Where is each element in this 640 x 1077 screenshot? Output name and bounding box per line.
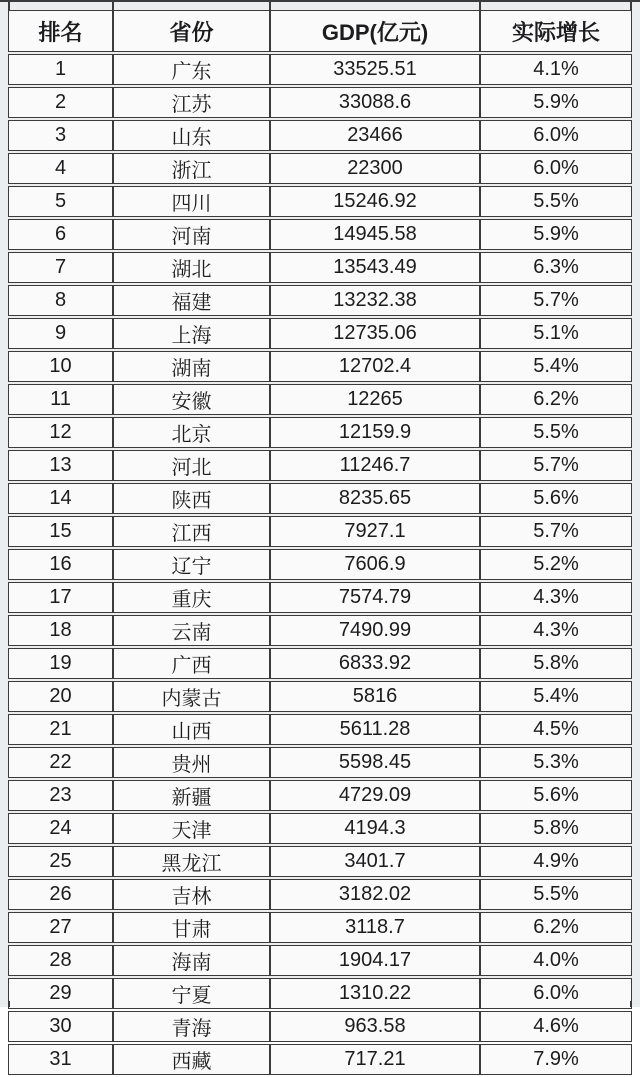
cell-province: 广东 xyxy=(113,54,270,85)
cell-province: 西藏 xyxy=(113,1044,270,1075)
header-rank: 排名 xyxy=(8,10,113,52)
table-row xyxy=(8,285,632,316)
cell-rank: 6 xyxy=(8,219,113,250)
cell-gdp: 4194.3 xyxy=(270,813,480,844)
cell-rank: 25 xyxy=(8,846,113,877)
cell-gdp: 4729.09 xyxy=(270,780,480,811)
cell-growth: 4.0% xyxy=(480,945,632,976)
cell-province: 青海 xyxy=(113,1011,270,1042)
cell-province: 辽宁 xyxy=(113,549,270,580)
table-row xyxy=(8,747,632,778)
cell-rank: 14 xyxy=(8,483,113,514)
cell-province: 河南 xyxy=(113,219,270,250)
cell-province: 四川 xyxy=(113,186,270,217)
cell-province: 江西 xyxy=(113,516,270,547)
cell-gdp: 3182.02 xyxy=(270,879,480,910)
cell-rank: 19 xyxy=(8,648,113,679)
cell-rank: 2 xyxy=(8,87,113,118)
cell-province: 上海 xyxy=(113,318,270,349)
table-row xyxy=(8,549,632,580)
gdp-table-wrap xyxy=(8,8,632,1077)
table-row xyxy=(8,450,632,481)
table-row xyxy=(8,54,632,85)
cell-rank: 17 xyxy=(8,582,113,613)
cell-province: 江苏 xyxy=(113,87,270,118)
table-row xyxy=(8,87,632,118)
cell-rank: 7 xyxy=(8,252,113,283)
cell-province: 浙江 xyxy=(113,153,270,184)
cell-growth: 4.3% xyxy=(480,615,632,646)
cell-gdp: 12735.06 xyxy=(270,318,480,349)
table-row xyxy=(8,318,632,349)
cell-province: 北京 xyxy=(113,417,270,448)
gdp-ranking-table xyxy=(8,8,632,1077)
cell-gdp: 12702.4 xyxy=(270,351,480,382)
table-row xyxy=(8,879,632,910)
cell-rank: 11 xyxy=(8,384,113,415)
header-gdp: GDP(亿元) xyxy=(270,10,480,52)
cell-gdp: 23466 xyxy=(270,120,480,151)
table-row xyxy=(8,846,632,877)
cell-gdp: 22300 xyxy=(270,153,480,184)
table-row xyxy=(8,153,632,184)
cell-rank: 10 xyxy=(8,351,113,382)
cell-gdp: 33088.6 xyxy=(270,87,480,118)
table-row xyxy=(8,417,632,448)
cell-province: 黑龙江 xyxy=(113,846,270,877)
table-row xyxy=(8,483,632,514)
cell-gdp: 15246.92 xyxy=(270,186,480,217)
cell-gdp: 6833.92 xyxy=(270,648,480,679)
cell-rank: 29 xyxy=(8,978,113,1009)
cell-growth: 6.0% xyxy=(480,978,632,1009)
cell-growth: 5.7% xyxy=(480,450,632,481)
table-row xyxy=(8,384,632,415)
cell-province: 山西 xyxy=(113,714,270,745)
cell-rank: 8 xyxy=(8,285,113,316)
table-row xyxy=(8,648,632,679)
table-row xyxy=(8,714,632,745)
header-province: 省份 xyxy=(113,10,270,52)
cell-rank: 9 xyxy=(8,318,113,349)
table-row xyxy=(8,186,632,217)
cell-gdp: 963.58 xyxy=(270,1011,480,1042)
column-line-stub xyxy=(630,1001,632,1007)
cell-gdp: 7490.99 xyxy=(270,615,480,646)
cell-rank: 12 xyxy=(8,417,113,448)
cell-growth: 5.4% xyxy=(480,351,632,382)
cell-province: 广西 xyxy=(113,648,270,679)
table-row xyxy=(8,219,632,250)
table-row xyxy=(8,516,632,547)
cell-rank: 30 xyxy=(8,1011,113,1042)
cell-growth: 5.2% xyxy=(480,549,632,580)
cell-province: 福建 xyxy=(113,285,270,316)
cell-rank: 23 xyxy=(8,780,113,811)
cell-growth: 5.6% xyxy=(480,780,632,811)
cell-rank: 18 xyxy=(8,615,113,646)
cell-growth: 6.3% xyxy=(480,252,632,283)
cell-gdp: 13543.49 xyxy=(270,252,480,283)
cell-gdp: 14945.58 xyxy=(270,219,480,250)
cell-gdp: 8235.65 xyxy=(270,483,480,514)
table-row xyxy=(8,681,632,712)
cell-growth: 5.8% xyxy=(480,648,632,679)
table-row xyxy=(8,945,632,976)
cell-gdp: 7927.1 xyxy=(270,516,480,547)
cell-rank: 28 xyxy=(8,945,113,976)
cell-growth: 4.9% xyxy=(480,846,632,877)
cell-growth: 4.1% xyxy=(480,54,632,85)
cell-growth: 5.8% xyxy=(480,813,632,844)
table-row xyxy=(8,912,632,943)
cell-gdp: 5598.45 xyxy=(270,747,480,778)
cell-province: 湖南 xyxy=(113,351,270,382)
cell-rank: 15 xyxy=(8,516,113,547)
cell-growth: 5.7% xyxy=(480,285,632,316)
cell-province: 重庆 xyxy=(113,582,270,613)
cell-rank: 13 xyxy=(8,450,113,481)
cell-province: 内蒙古 xyxy=(113,681,270,712)
table-row xyxy=(8,1044,632,1075)
table-row xyxy=(8,615,632,646)
cell-gdp: 1904.17 xyxy=(270,945,480,976)
cell-gdp: 1310.22 xyxy=(270,978,480,1009)
cell-gdp: 13232.38 xyxy=(270,285,480,316)
cell-rank: 5 xyxy=(8,186,113,217)
column-line-stub xyxy=(112,1001,114,1007)
cell-gdp: 33525.51 xyxy=(270,54,480,85)
cell-rank: 20 xyxy=(8,681,113,712)
cell-province: 云南 xyxy=(113,615,270,646)
table-body xyxy=(8,54,632,1075)
cell-province: 天津 xyxy=(113,813,270,844)
cell-growth: 6.2% xyxy=(480,912,632,943)
cell-rank: 22 xyxy=(8,747,113,778)
cell-province: 河北 xyxy=(113,450,270,481)
table-row xyxy=(8,582,632,613)
table-row xyxy=(8,1011,632,1042)
table-row xyxy=(8,780,632,811)
cell-gdp: 12159.9 xyxy=(270,417,480,448)
cell-province: 甘肃 xyxy=(113,912,270,943)
cell-province: 贵州 xyxy=(113,747,270,778)
cell-growth: 5.5% xyxy=(480,879,632,910)
cell-province: 宁夏 xyxy=(113,978,270,1009)
cell-gdp: 5816 xyxy=(270,681,480,712)
cell-growth: 5.4% xyxy=(480,681,632,712)
cell-growth: 5.5% xyxy=(480,186,632,217)
column-line-stub xyxy=(269,1001,271,1007)
cell-gdp: 12265 xyxy=(270,384,480,415)
cell-growth: 4.6% xyxy=(480,1011,632,1042)
cell-growth: 4.5% xyxy=(480,714,632,745)
cell-province: 陕西 xyxy=(113,483,270,514)
cell-gdp: 3401.7 xyxy=(270,846,480,877)
cell-growth: 6.2% xyxy=(480,384,632,415)
cell-growth: 6.0% xyxy=(480,153,632,184)
cell-province: 湖北 xyxy=(113,252,270,283)
header-growth: 实际增长 xyxy=(480,10,632,52)
cell-growth: 5.1% xyxy=(480,318,632,349)
cell-rank: 4 xyxy=(8,153,113,184)
header-row xyxy=(8,10,632,52)
cell-province: 吉林 xyxy=(113,879,270,910)
cell-province: 海南 xyxy=(113,945,270,976)
cell-province: 新疆 xyxy=(113,780,270,811)
cell-growth: 5.9% xyxy=(480,87,632,118)
cell-growth: 5.3% xyxy=(480,747,632,778)
table-row xyxy=(8,120,632,151)
cell-rank: 27 xyxy=(8,912,113,943)
cell-rank: 24 xyxy=(8,813,113,844)
column-line-stub xyxy=(8,1001,10,1007)
top-crop-line xyxy=(0,0,640,2)
cell-gdp: 7574.79 xyxy=(270,582,480,613)
table-row xyxy=(8,252,632,283)
cell-gdp: 11246.7 xyxy=(270,450,480,481)
cell-rank: 3 xyxy=(8,120,113,151)
cell-growth: 5.7% xyxy=(480,516,632,547)
cell-growth: 5.9% xyxy=(480,219,632,250)
cell-rank: 26 xyxy=(8,879,113,910)
cell-rank: 21 xyxy=(8,714,113,745)
cell-province: 安徽 xyxy=(113,384,270,415)
cell-growth: 7.9% xyxy=(480,1044,632,1075)
column-line-stub xyxy=(479,1001,481,1007)
cell-growth: 4.3% xyxy=(480,582,632,613)
table-row xyxy=(8,813,632,844)
table-row xyxy=(8,351,632,382)
cell-growth: 5.6% xyxy=(480,483,632,514)
cell-gdp: 3118.7 xyxy=(270,912,480,943)
cell-rank: 16 xyxy=(8,549,113,580)
cell-gdp: 7606.9 xyxy=(270,549,480,580)
cell-gdp: 5611.28 xyxy=(270,714,480,745)
cell-province: 山东 xyxy=(113,120,270,151)
cell-gdp: 717.21 xyxy=(270,1044,480,1075)
table-row xyxy=(8,978,632,1009)
cell-rank: 31 xyxy=(8,1044,113,1075)
cell-rank: 1 xyxy=(8,54,113,85)
cell-growth: 6.0% xyxy=(480,120,632,151)
cell-growth: 5.5% xyxy=(480,417,632,448)
